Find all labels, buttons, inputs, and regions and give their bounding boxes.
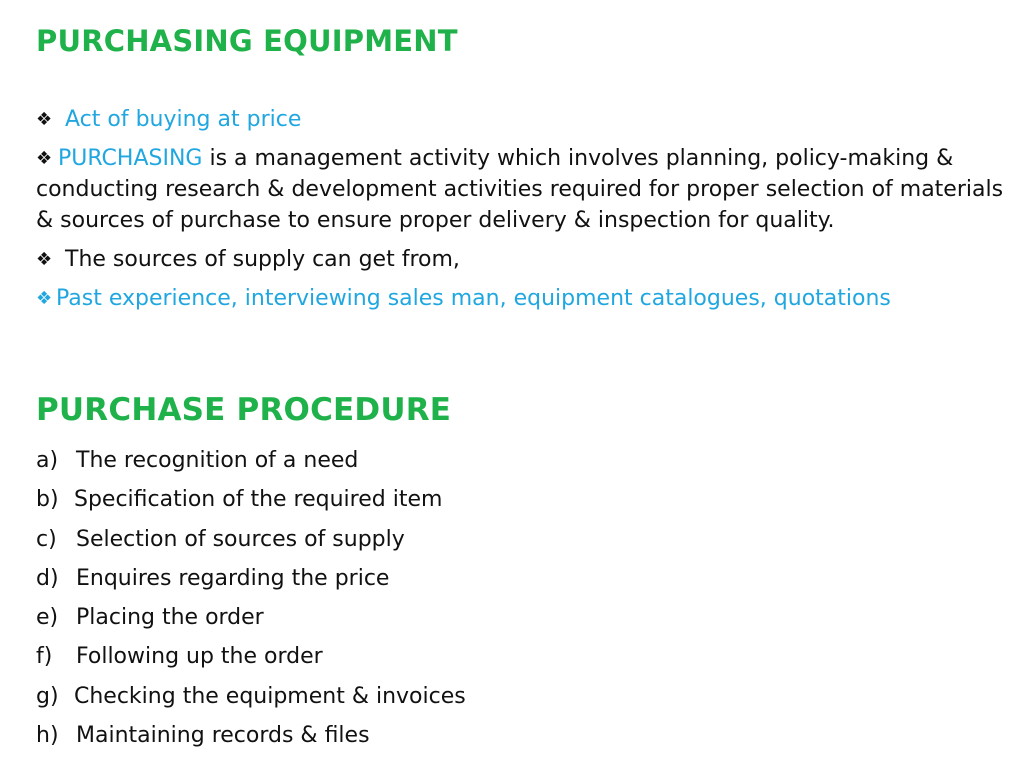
procedure-step xyxy=(36,677,466,716)
step-letter: a) xyxy=(36,448,59,473)
bullet-text-sources: The sources of supply can get from, xyxy=(65,247,460,272)
procedure-step xyxy=(36,637,466,676)
four-diamond-bullet-icon: ❖ xyxy=(36,249,53,270)
step-text: Following up the order xyxy=(76,644,323,670)
step-letter: e) xyxy=(36,605,59,631)
step-letter: h) xyxy=(36,723,59,749)
procedure-step xyxy=(36,716,466,755)
procedure-step xyxy=(36,480,466,519)
procedure-step xyxy=(36,520,466,559)
slide xyxy=(36,0,1006,768)
bullet-item-definition xyxy=(36,104,1006,135)
bullet-item-sources xyxy=(36,244,1006,275)
step-letter: g) xyxy=(36,683,59,709)
step-letter: d) xyxy=(36,565,59,591)
four-diamond-bullet-icon: ❖ xyxy=(36,148,53,169)
procedure-step xyxy=(36,441,466,480)
step-text: Enquires regarding the price xyxy=(76,565,390,591)
step-text: Placing the order xyxy=(76,605,264,631)
step-text: Maintaining records & files xyxy=(76,723,370,749)
step-letter: b) xyxy=(36,487,59,513)
procedure-steps-list xyxy=(36,441,466,755)
bullet-item-sources-list xyxy=(36,283,1006,314)
step-text: Checking the equipment & invoices xyxy=(74,683,466,709)
step-letter: c) xyxy=(36,526,57,552)
step-text: Selection of sources of supply xyxy=(76,526,405,552)
step-letter: f) xyxy=(36,644,53,670)
bullet-text-sources-list: Past experience, interviewing sales man, equipment catalogues, quotations xyxy=(56,286,891,311)
step-text: Specification of the required item xyxy=(74,487,443,513)
procedure-step xyxy=(36,559,466,598)
procedure-step xyxy=(36,598,466,637)
section-title-purchasing-equipment: PURCHASING EQUIPMENT xyxy=(36,24,458,58)
bullet-text-act-of-buying: Act of buying at price xyxy=(65,107,302,132)
purchasing-description: is a management activity which involves planning, policy-making & conducting research & development activities required for proper selection of materials & sources of purchase to ensure proper delivery & inspection for quality. xyxy=(36,146,1004,233)
purchasing-keyword: PURCHASING xyxy=(58,146,203,171)
section-title-purchase-procedure: PURCHASE PROCEDURE xyxy=(36,392,452,428)
bullet-list xyxy=(36,104,1006,322)
bullet-item-purchasing xyxy=(36,143,1006,236)
four-diamond-bullet-icon: ❖ xyxy=(36,288,53,309)
four-diamond-bullet-icon: ❖ xyxy=(36,109,53,130)
step-text: The recognition of a need xyxy=(76,448,359,473)
